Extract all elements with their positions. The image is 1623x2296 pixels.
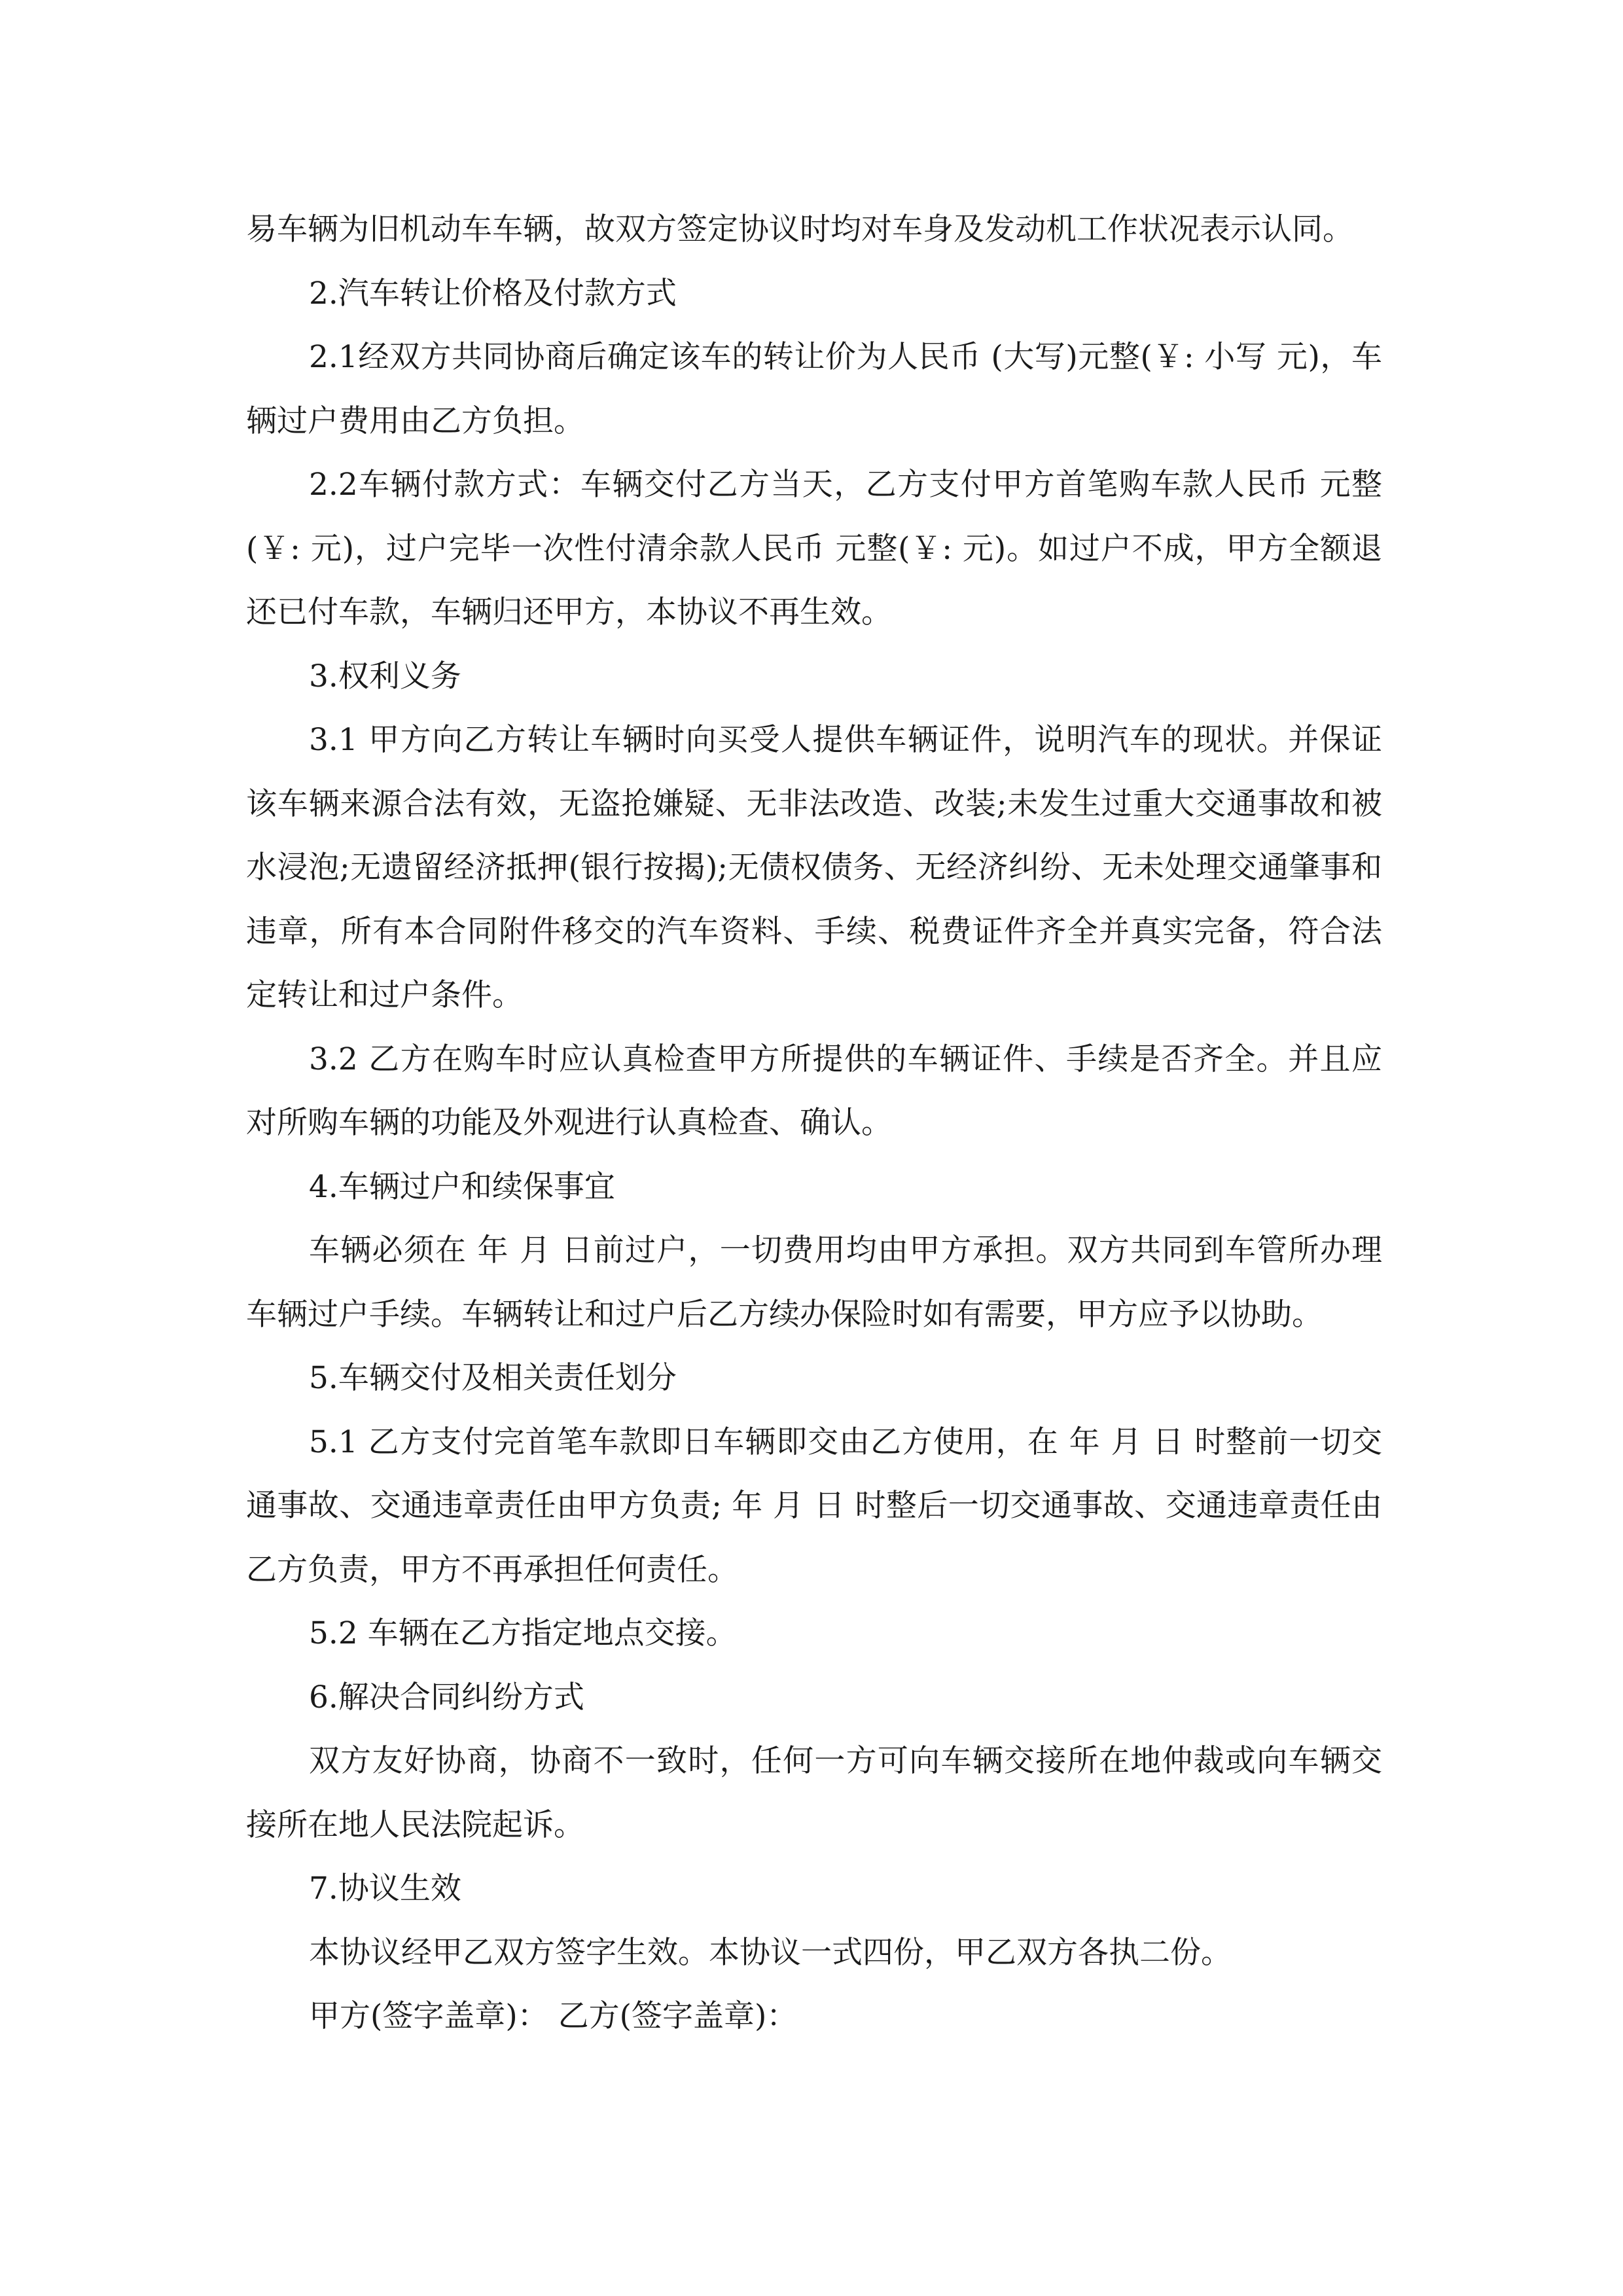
clause-2-2: 2.2车辆付款方式：车辆交付乙方当天，乙方支付甲方首笔购车款人民币 元整(￥: 元)，过户完毕一次性付清余款人民币 元整(￥: 元)。如过户不成，甲方全额退还已付车款，车辆归还甲方，本协议不再生效。 xyxy=(246,467,1382,630)
section-heading-dispute-resolution: 6.解决合同纠纷方式 xyxy=(309,1679,584,1715)
clause-3-2: 3.2 乙方在购车时应认真检查甲方所提供的车辆证件、手续是否齐全。并且应对所购车辆的功能及外观进行认真检查、确认。 xyxy=(246,1041,1382,1141)
section-heading-effectiveness: 7.协议生效 xyxy=(309,1871,461,1907)
signature-line: 甲方(签字盖章)： 乙方(签字盖章)： xyxy=(309,1998,798,2034)
clause-3-1: 3.1 甲方向乙方转让车辆时向买受人提供车辆证件，说明汽车的现状。并保证该车辆来源合法有效，无盗抢嫌疑、无非法改造、改装;未发生过重大交通事故和被水浸泡;无遗留经济抵押(银行按揭);无债权债务、无经济纠纷、无未处理交通肇事和违章，所有本合同附件移交的汽车资料、手续、税费证件齐全并真实完备，符合法定转让和过户条件。 xyxy=(246,722,1382,1013)
section-heading-delivery-liability: 5.车辆交付及相关责任划分 xyxy=(309,1360,677,1396)
section-heading-transfer-insurance: 4.车辆过户和续保事宜 xyxy=(309,1168,615,1205)
clause-5-2: 5.2 车辆在乙方指定地点交接。 xyxy=(309,1615,737,1651)
document-body xyxy=(246,198,1382,2049)
clause-5-1: 5.1 乙方支付完首笔车款即日车辆即交由乙方使用，在 年 月 日 时整前一切交通事故、交通违章责任由甲方负责; 年 月 日 时整后一切交通事故、交通违章责任由乙方负责，甲方不再承担任何责任。 xyxy=(246,1424,1382,1588)
clause-4-body: 车辆必须在 年 月 日前过户，一切费用均由甲方承担。双方共同到车管所办理车辆过户手续。车辆转让和过户后乙方续办保险时如有需要，甲方应予以协助。 xyxy=(246,1232,1382,1333)
paragraph-continuation: 易车辆为旧机动车车辆，故双方签定协议时均对车身及发动机工作状况表示认同。 xyxy=(246,211,1353,247)
clause-6-body: 双方友好协商，协商不一致时，任何一方可向车辆交接所在地仲裁或向车辆交接所在地人民法院起诉。 xyxy=(246,1743,1382,1843)
clause-7-body: 本协议经甲乙双方签字生效。本协议一式四份，甲乙双方各执二份。 xyxy=(309,1934,1232,1971)
section-heading-price-payment: 2.汽车转让价格及付款方式 xyxy=(309,275,677,312)
section-heading-rights-obligations: 3.权利义务 xyxy=(309,658,461,694)
clause-2-1: 2.1经双方共同协商后确定该车的转让价为人民币 (大写)元整(￥: 小写 元)，车辆过户费用由乙方负担。 xyxy=(246,339,1382,439)
